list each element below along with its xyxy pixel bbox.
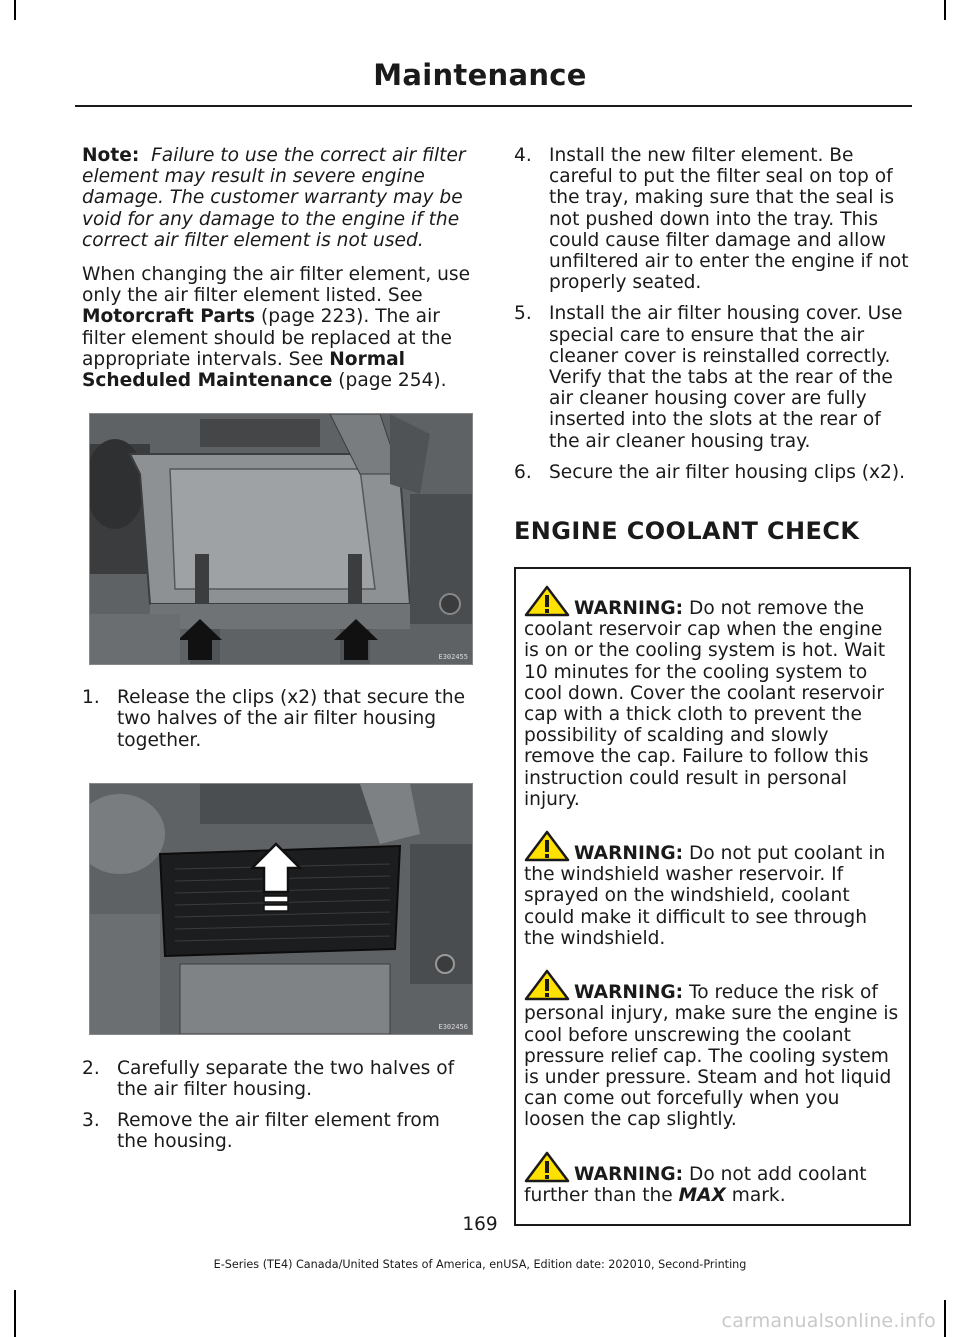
warning-triangle-icon bbox=[524, 830, 570, 862]
list-item bbox=[82, 1110, 474, 1152]
warning-triangle-icon bbox=[524, 1151, 570, 1183]
warning-text: Do not remove the coolant reservoir cap when the engine is on or the cooling system is hot. Wait 10 minutes for the cooling system to cool down. Cover the coolant reservoir cap with a thick cloth to prevent the possibility of scalding and slowly remove the cap. Failure to follow this instruction could result in personal injury. bbox=[524, 598, 886, 810]
crop-mark bbox=[14, 1290, 16, 1337]
scheduled-maintenance-link[interactable]: Normal Scheduled Maintenance bbox=[82, 348, 406, 392]
step-number: 6. bbox=[514, 461, 532, 483]
note-label: Note: bbox=[82, 145, 140, 166]
step-text: Secure the air filter housing clips (x2). bbox=[549, 461, 906, 483]
step-number: 5. bbox=[514, 303, 532, 325]
engine-bay-illustration bbox=[90, 414, 472, 664]
figure-code: E302456 bbox=[438, 1022, 468, 1031]
step-number: 2. bbox=[82, 1057, 100, 1079]
step-text: Install the new filter element. Be careful to put the filter seal on top of the tray, making sure that the seal is not pushed down into the tray. This could cause filter damage and allow unfiltered air to enter the engine if not properly seated. bbox=[549, 145, 909, 294]
step-number: 1. bbox=[82, 687, 100, 709]
note bbox=[82, 145, 474, 251]
warning-item bbox=[524, 969, 901, 1130]
intro-text-1: When changing the air filter element, use only the air filter element listed. See bbox=[82, 264, 471, 307]
warning-label: WARNING: bbox=[574, 843, 684, 865]
warning-item bbox=[524, 830, 901, 949]
warning-label: WARNING: bbox=[574, 598, 684, 620]
list-item bbox=[514, 145, 909, 293]
step-text: Release the clips (x2) that secure the two halves of the air filter housing together. bbox=[117, 687, 466, 751]
step-number: 3. bbox=[82, 1110, 100, 1132]
warning-text: Do not put coolant in the windshield washer reservoir. If sprayed on the windshield, coolant could make it difficult to see through the windshield. bbox=[524, 843, 886, 949]
warnings-box bbox=[514, 567, 911, 1226]
step-number: 4. bbox=[514, 145, 532, 166]
steps-list-left-top bbox=[82, 687, 474, 751]
right-column bbox=[514, 145, 909, 1226]
air-filter-housing-clips-illustration bbox=[89, 413, 473, 665]
page-number: 169 bbox=[462, 1214, 498, 1235]
warning-triangle-icon bbox=[524, 585, 570, 617]
intro-paragraph bbox=[82, 264, 474, 391]
warning-text: Do not add coolant further than the bbox=[524, 1163, 867, 1206]
header-divider bbox=[75, 105, 912, 107]
list-item bbox=[82, 1058, 474, 1100]
crop-mark bbox=[944, 1300, 946, 1337]
list-item bbox=[82, 687, 474, 751]
motorcraft-parts-link[interactable]: Motorcraft Parts bbox=[82, 306, 256, 328]
warning-label: WARNING: bbox=[574, 982, 684, 1004]
note-text: Failure to use the correct air filter element may result in severe engine damage. The customer warranty may be void for any damage to the engine if the correct air filter element is not used. bbox=[82, 145, 466, 251]
air-filter-element-illustration bbox=[89, 783, 473, 1035]
list-item bbox=[514, 303, 909, 451]
warning-text: To reduce the risk of personal injury, make sure the engine is cool before unscrewing the coolant pressure relief cap. The cooling system is under pressure. Steam and hot liquid can come out forcefully when you loosen the cap slightly. bbox=[524, 982, 899, 1131]
steps-list-right bbox=[514, 145, 909, 483]
crop-mark bbox=[944, 0, 946, 20]
section-heading: ENGINE COOLANT CHECK bbox=[514, 517, 860, 546]
footer-edition: E-Series (TE4) Canada/United States of America, enUSA, Edition date: 202010, Second-Printing bbox=[213, 1258, 747, 1271]
warning-label: WARNING: bbox=[574, 1163, 684, 1185]
max-mark: MAX bbox=[678, 1184, 726, 1206]
intro-text-2: (page 223). The air filter element should be replaced at the appropriate intervals. See bbox=[82, 306, 452, 370]
step-text: Carefully separate the two halves of the air filter housing. bbox=[117, 1057, 455, 1101]
warning-triangle-icon bbox=[524, 969, 570, 1001]
warning-item bbox=[524, 1151, 901, 1206]
figure-code: E302455 bbox=[438, 653, 468, 662]
left-column bbox=[82, 145, 474, 1153]
step-text: Remove the air filter element from the housing. bbox=[117, 1110, 440, 1153]
warning-text-end: mark. bbox=[725, 1184, 786, 1206]
crop-mark bbox=[14, 0, 16, 20]
engine-bay-illustration bbox=[90, 784, 472, 1034]
intro-text-3: (page 254). bbox=[332, 370, 447, 392]
warning-item bbox=[524, 585, 901, 810]
page-title: Maintenance bbox=[373, 58, 587, 92]
steps-list-left-bottom bbox=[82, 1058, 474, 1153]
step-text: Install the air filter housing cover. Use special care to ensure that the air cleaner cover is reinstalled correctly. Verify that the tabs at the rear of the air cleaner housing cover are fully inserted into the slots at the rear of the air cleaner housing tray. bbox=[549, 303, 903, 452]
watermark: carmanualsonline.info bbox=[721, 1310, 936, 1332]
list-item bbox=[514, 462, 909, 483]
